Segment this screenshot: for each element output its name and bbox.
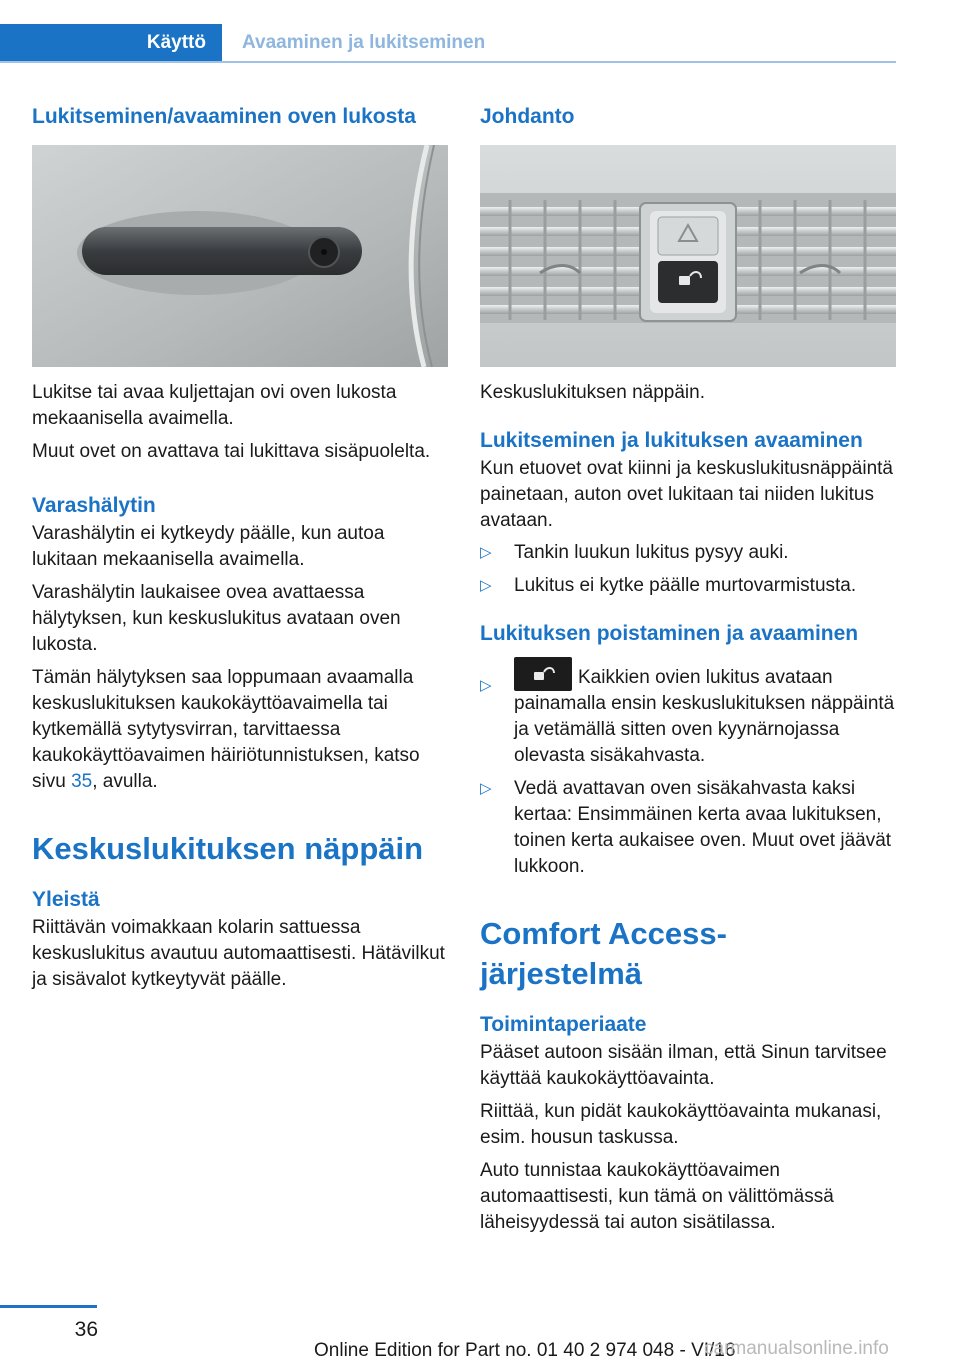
section-title-principle: Toimintaperiaate <box>480 1013 647 1036</box>
page-header <box>0 0 896 62</box>
triangle-bullet-icon: ▷ <box>480 677 492 694</box>
section-title-alarm: Varashälytin <box>32 494 156 517</box>
chapter-title-central-lock-button: Keskuslukituksen näppäin <box>32 831 424 866</box>
air-vent-illustration <box>480 145 896 367</box>
list-item: ▷ Tankin luukun lukitus pysyy auki. <box>480 540 896 566</box>
paragraph: Auto tunnistaa kaukokäyttöavaimen automaattisesti, kun tämä on välittömässä läheisyydessä tai auton sisätilassa. <box>480 1160 834 1233</box>
page-link[interactable]: 35 <box>71 771 93 792</box>
section-title-intro: Johdanto <box>480 105 575 128</box>
bullet-list <box>480 540 896 599</box>
list-item: ▷ Lukitus ei kytke päälle murtovarmistusta. <box>480 573 896 599</box>
triangle-bullet-icon: ▷ <box>480 780 492 797</box>
watermark: carmanualsonline.info <box>704 1338 889 1359</box>
door-handle-illustration <box>32 145 448 367</box>
unlock-button-icon <box>514 657 572 691</box>
paragraph: Riittävän voimakkaan kolarin sattuessa keskuslukitus avautuu automaattisesti. Hätävilkut ja sisävalot kytkeytyvät päälle. <box>32 917 445 990</box>
edition-text: Online Edition for Part no. 01 40 2 974 048 - VI/16 <box>314 1340 736 1361</box>
section-tab[interactable]: Avaaminen ja lukitseminen <box>242 32 486 53</box>
paragraph: Pääset autoon sisään ilman, että Sinun tarvitsee käyttää kaukokäyttöavainta. <box>480 1042 887 1089</box>
section-title-locking: Lukitseminen ja lukituksen avaaminen <box>480 429 863 452</box>
paragraph: Muut ovet on avattava tai lukittava sisäpuolelta. <box>32 441 431 462</box>
chapter-title-comfort-access: Comfort Access- järjestelmä <box>480 916 727 991</box>
paragraph <box>32 665 448 795</box>
image-caption: Keskuslukituksen näppäin. <box>480 382 705 403</box>
chapter-tab[interactable]: Käyttö <box>0 24 222 62</box>
section-title-door-lock: Lukitseminen/avaaminen oven lukosta <box>32 105 416 128</box>
footer-divider <box>0 1305 97 1308</box>
page-number: 36 <box>74 1318 98 1341</box>
list-item: ▷ Kaikkien ovien lukitus avataan painamalla ensin keskuslukituksen näppäintä ja vetämällä sitten oven kyynärnojassa olevasta sisäkahvasta. <box>480 657 896 769</box>
right-column <box>480 100 896 1236</box>
central-lock-button-image <box>480 145 896 367</box>
header-divider <box>0 61 896 63</box>
section-title-unlocking: Lukituksen poistaminen ja avaaminen <box>480 622 859 645</box>
paragraph: Kun etuovet ovat kiinni ja keskuslukitusnäppäintä painetaan, auton ovet lukitaan tai niiden lukitus avataan. <box>480 458 893 531</box>
triangle-bullet-icon: ▷ <box>480 544 492 561</box>
triangle-bullet-icon: ▷ <box>480 577 492 594</box>
paragraph: Lukitse tai avaa kuljettajan ovi oven lukosta mekaanisella avaimella. <box>32 382 397 429</box>
list-item: ▷ Vedä avattavan oven sisäkahvasta kaksi kertaa: Ensimmäinen kerta avaa lukituksen, toinen kerta aukaisee oven. Muut ovet jäävät lukkoon. <box>480 778 892 877</box>
paragraph-text: Tämän hälytyksen saa loppumaan avaamalla keskuslukituksen kaukokäyttöavaimella tai kytkemällä sytytysvirran, tarvittaessa kaukokäyttöavaimen häiriötunnistuksen, katso sivu <box>32 667 420 792</box>
section-title-general: Yleistä <box>32 888 100 911</box>
paragraph: Varashälytin laukaisee ovea avattaessa hälytyksen, kun keskuslukitus avataan oven lukosta. <box>32 582 401 655</box>
door-handle-image <box>32 145 448 367</box>
bullet-list <box>480 657 896 880</box>
paragraph: Riittää, kun pidät kaukokäyttöavainta mukanasi, esim. housun taskussa. <box>480 1101 882 1148</box>
paragraph-text: , avulla. <box>92 771 158 792</box>
paragraph: Varashälytin ei kytkeydy päälle, kun autoa lukitaan mekaanisella avaimella. <box>32 523 385 570</box>
left-column <box>32 100 448 993</box>
